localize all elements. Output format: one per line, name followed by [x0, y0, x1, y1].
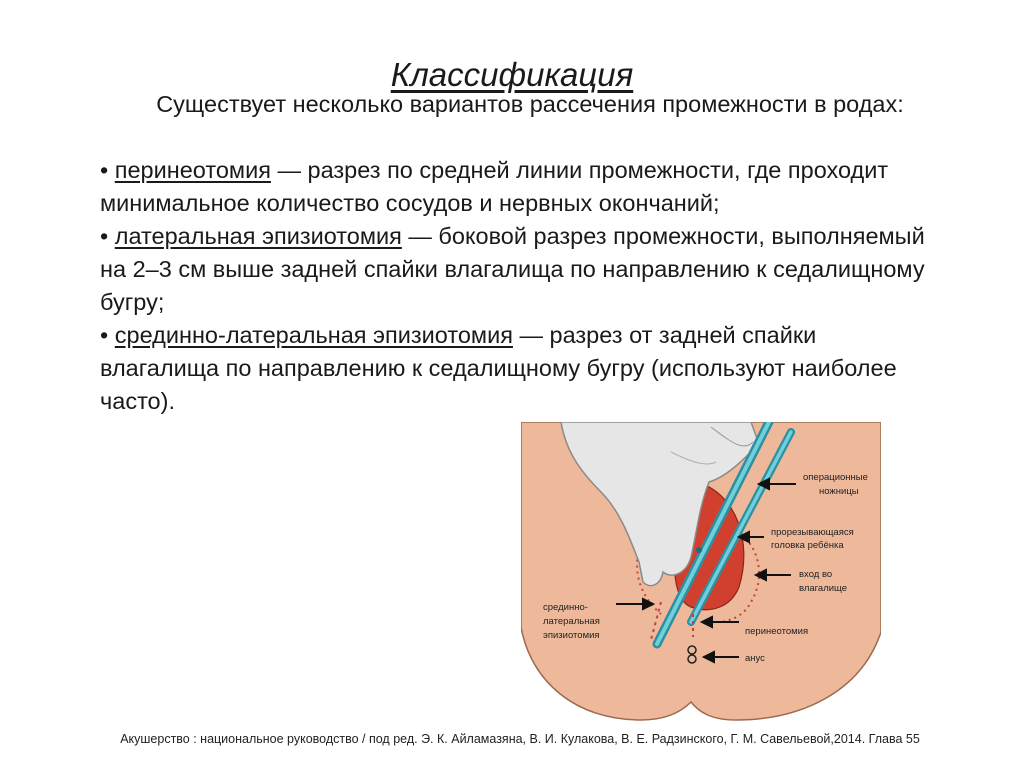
classification-list [100, 154, 930, 418]
label-entry-1: вход во [799, 569, 833, 580]
source-caption: Акушерство : национальное руководство / под ред. Э. К. Айламазяна, В. И. Кулакова, В. Е. Радзинского, Г. М. Савельевой,2014. Глава 55 [120, 732, 920, 746]
term-lateral-episiotomy: латеральная эпизиотомия [114, 223, 402, 249]
label-anus: анус [745, 653, 765, 664]
slide-title: Классификация [390, 56, 634, 93]
bullet: • [100, 322, 109, 348]
list-item-perineotomy [100, 154, 930, 220]
bullet: • [100, 157, 109, 183]
list-item-mediolateral-episiotomy [100, 319, 930, 418]
label-scissors-1: операционные [803, 472, 868, 483]
label-perineotomy: перинеотомия [745, 626, 809, 637]
term-perineotomy: перинеотомия [114, 157, 271, 183]
list-item-lateral-episiotomy [100, 220, 930, 319]
bullet: • [100, 223, 109, 249]
label-entry-2: влагалище [799, 583, 848, 594]
term-mediolateral-episiotomy: срединно-латеральная эпизиотомия [114, 322, 513, 348]
definition-perineotomy: — разрез по средней линии промежности, где проходит минимальное количество сосудов и нервных окончаний; [100, 157, 889, 216]
label-head-1: прорезывающаяся [771, 527, 854, 538]
episiotomy-illustration [521, 422, 881, 722]
intro-text: Существует несколько вариантов рассечения промежности в родах: [156, 91, 904, 117]
label-scissors-2: ножницы [819, 486, 859, 497]
label-mediolateral-3: эпизиотомия [543, 630, 600, 641]
label-mediolateral-2: латеральная [543, 616, 600, 627]
definition-mediolateral-episiotomy: — разрез от задней спайки влагалища по направлению к седалищному бугру (используют наиболее часто). [100, 322, 897, 414]
label-head-2: головка ребёнка [771, 540, 844, 551]
definition-lateral-episiotomy: — боковой разрез промежности, выполняемый на 2–3 см выше задней спайки влагалища по направлению к седалищному бугру; [100, 223, 925, 315]
label-mediolateral-1: срединно- [543, 602, 588, 613]
